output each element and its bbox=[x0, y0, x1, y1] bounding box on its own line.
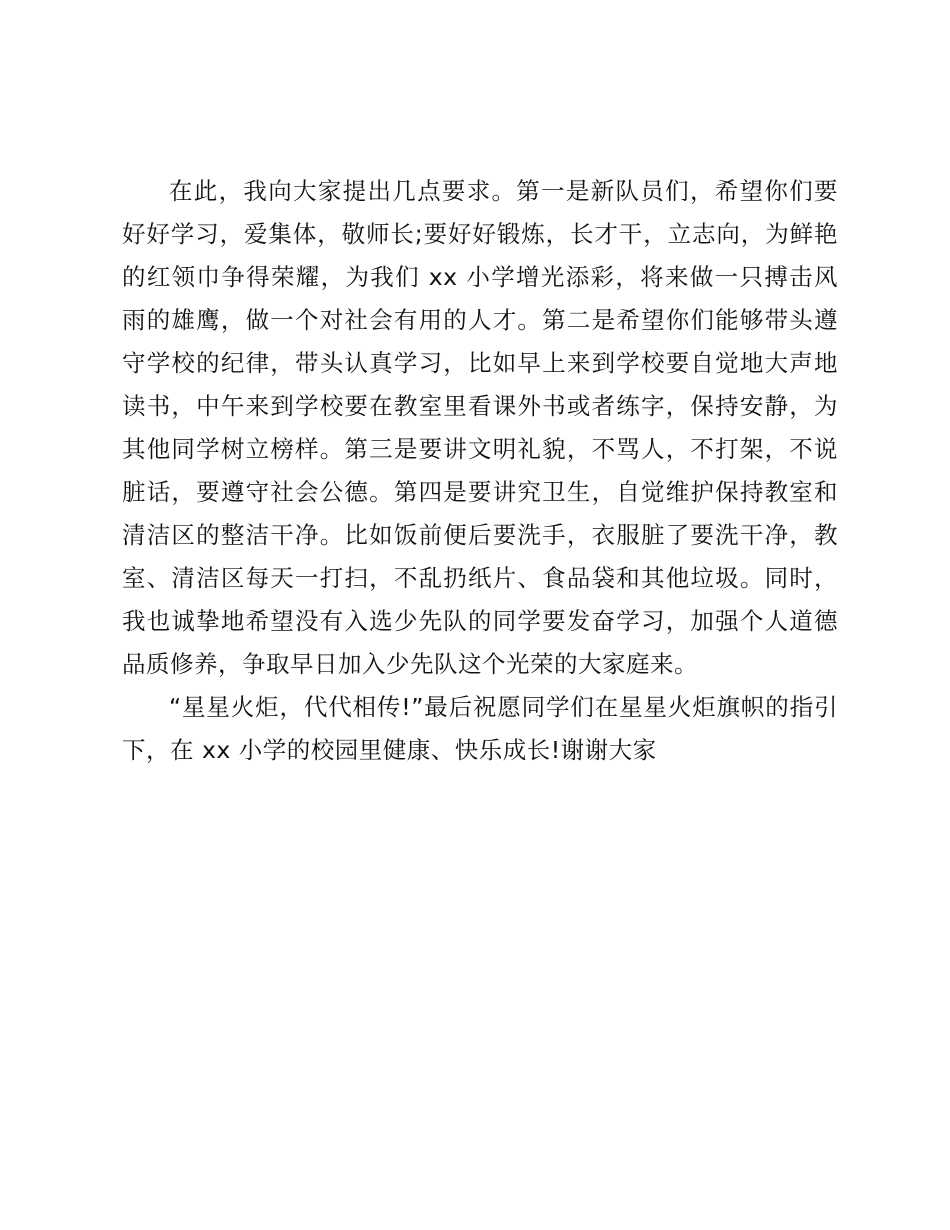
body-text bbox=[122, 170, 838, 772]
paragraph-requirements: 在此，我向大家提出几点要求。第一是新队员们，希望你们要好好学习，爱集体，敬师长;要好好锻炼，长才干，立志向，为鲜艳的红领巾争得荣耀，为我们 xx 小学增光添彩，将来做一只搏击风雨的雄鹰，做一个对社会有用的人才。第二是希望你们能够带头遵守学校的纪律，带头认真学习，比如早上来到学校要自觉地大声地读书，中午来到学校要在教室里看课外书或者练字，保持安静，为其他同学树立榜样。第三是要讲文明礼貌，不骂人，不打架，不说脏话，要遵守社会公德。第四是要讲究卫生，自觉维护保持教室和清洁区的整洁干净。比如饭前便后要洗手，衣服脏了要洗干净，教室、清洁区每天一打扫，不乱扔纸片、食品袋和其他垃圾。同时，我也诚挚地希望没有入选少先队的同学要发奋学习，加强个人道德品质修养，争取早日加入少先队这个光荣的大家庭来。 bbox=[122, 177, 838, 678]
paragraph-closing: “星星火炬，代代相传!”最后祝愿同学们在星星火炬旗帜的指引下，在 xx 小学的校园里健康、快乐成长!谢谢大家 bbox=[122, 693, 838, 764]
